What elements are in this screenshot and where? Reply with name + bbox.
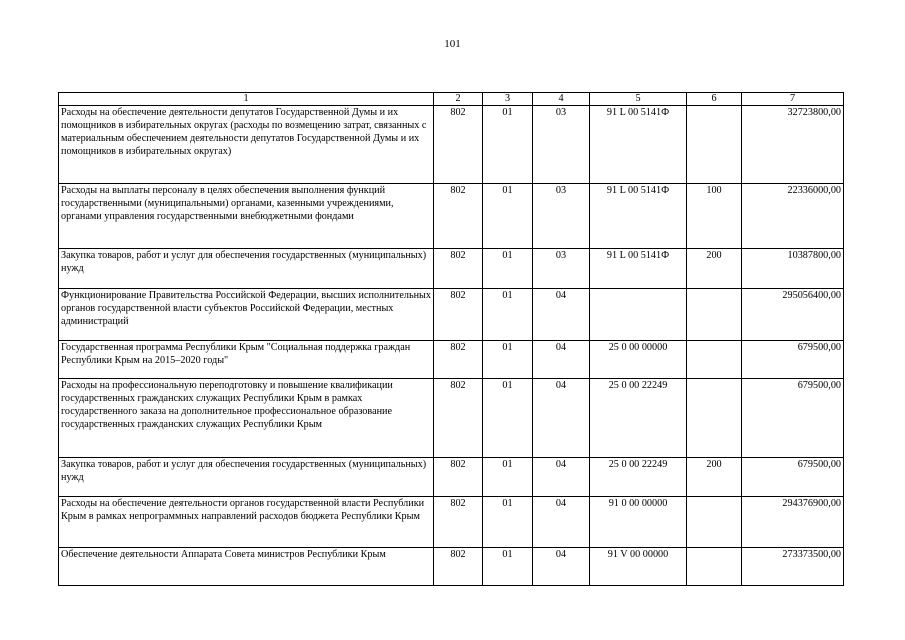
header-col-1: 1 [59, 93, 434, 106]
amount: 22336000,00 [742, 184, 844, 249]
target-article-code: 91 0 00 00000 [590, 497, 687, 548]
expense-type-code [687, 106, 742, 184]
grbs-code: 802 [434, 458, 483, 497]
target-article-code: 25 0 00 00000 [590, 341, 687, 379]
table-row [59, 289, 844, 341]
section-code: 01 [483, 184, 533, 249]
expense-type-code: 200 [687, 458, 742, 497]
subsection-code: 03 [533, 184, 590, 249]
subsection-code: 03 [533, 249, 590, 289]
amount: 273373500,00 [742, 548, 844, 586]
expense-name: Расходы на выплаты персоналу в целях обеспечения выполнения функций государственными (муниципальными) органами, казенными учреждениями, органами управления государственными внебюджетными фондами [59, 184, 434, 249]
subsection-code: 04 [533, 341, 590, 379]
target-article-code: 91 L 00 5141Ф [590, 106, 687, 184]
section-code: 01 [483, 289, 533, 341]
amount: 295056400,00 [742, 289, 844, 341]
expense-name: Расходы на обеспечение деятельности депутатов Государственной Думы и их помощников в избирательных округах (расходы по возмещению затрат, связанных с материальным обеспечением деятельности депутатов Государственной Думы и их помощников в избирательных округах) [59, 106, 434, 184]
expense-type-code [687, 379, 742, 458]
table-row [59, 249, 844, 289]
expense-type-code [687, 497, 742, 548]
target-article-code [590, 289, 687, 341]
table-row [59, 341, 844, 379]
section-code: 01 [483, 548, 533, 586]
amount: 679500,00 [742, 379, 844, 458]
expense-type-code [687, 548, 742, 586]
grbs-code: 802 [434, 548, 483, 586]
expense-name: Расходы на профессиональную переподготовку и повышение квалификации государственных гражданских служащих Республики Крым в рамках государственного заказа на дополнительное профессиональное образование государственных гражданских служащих Республики Крым [59, 379, 434, 458]
grbs-code: 802 [434, 249, 483, 289]
table-row [59, 379, 844, 458]
expense-name: Функционирование Правительства Российской Федерации, высших исполнительных органов государственной власти субъектов Российской Федерации, местных администраций [59, 289, 434, 341]
table-header-row [59, 93, 844, 106]
section-code: 01 [483, 341, 533, 379]
section-code: 01 [483, 249, 533, 289]
amount: 32723800,00 [742, 106, 844, 184]
target-article-code: 91 L 00 5141Ф [590, 184, 687, 249]
grbs-code: 802 [434, 379, 483, 458]
subsection-code: 04 [533, 497, 590, 548]
target-article-code: 25 0 00 22249 [590, 458, 687, 497]
amount: 679500,00 [742, 341, 844, 379]
amount: 10387800,00 [742, 249, 844, 289]
table-row [59, 184, 844, 249]
section-code: 01 [483, 497, 533, 548]
subsection-code: 04 [533, 379, 590, 458]
header-col-2: 2 [434, 93, 483, 106]
table-row [59, 106, 844, 184]
header-col-5: 5 [590, 93, 687, 106]
expense-name: Государственная программа Республики Крым "Социальная поддержка граждан Республики Крым на 2015–2020 годы" [59, 341, 434, 379]
grbs-code: 802 [434, 497, 483, 548]
grbs-code: 802 [434, 341, 483, 379]
subsection-code: 03 [533, 106, 590, 184]
section-code: 01 [483, 106, 533, 184]
header-col-3: 3 [483, 93, 533, 106]
subsection-code: 04 [533, 289, 590, 341]
target-article-code: 25 0 00 22249 [590, 379, 687, 458]
header-col-7: 7 [742, 93, 844, 106]
amount: 294376900,00 [742, 497, 844, 548]
expense-type-code [687, 341, 742, 379]
grbs-code: 802 [434, 289, 483, 341]
grbs-code: 802 [434, 184, 483, 249]
target-article-code: 91 L 00 5141Ф [590, 249, 687, 289]
expense-name: Закупка товаров, работ и услуг для обеспечения государственных (муниципальных) нужд [59, 458, 434, 497]
table-row [59, 458, 844, 497]
expense-type-code [687, 289, 742, 341]
table-row [59, 548, 844, 586]
section-code: 01 [483, 458, 533, 497]
grbs-code: 802 [434, 106, 483, 184]
target-article-code: 91 V 00 00000 [590, 548, 687, 586]
table-row [59, 497, 844, 548]
expense-name: Расходы на обеспечение деятельности органов государственной власти Республики Крым в рамках непрограммных направлений расходов бюджета Республики Крым [59, 497, 434, 548]
section-code: 01 [483, 379, 533, 458]
expense-name: Обеспечение деятельности Аппарата Совета министров Республики Крым [59, 548, 434, 586]
header-col-6: 6 [687, 93, 742, 106]
subsection-code: 04 [533, 458, 590, 497]
expense-type-code: 100 [687, 184, 742, 249]
page-number: 101 [444, 38, 461, 50]
subsection-code: 04 [533, 548, 590, 586]
amount: 679500,00 [742, 458, 844, 497]
budget-table [58, 92, 844, 586]
expense-type-code: 200 [687, 249, 742, 289]
expense-name: Закупка товаров, работ и услуг для обеспечения государственных (муниципальных) нужд [59, 249, 434, 289]
header-col-4: 4 [533, 93, 590, 106]
